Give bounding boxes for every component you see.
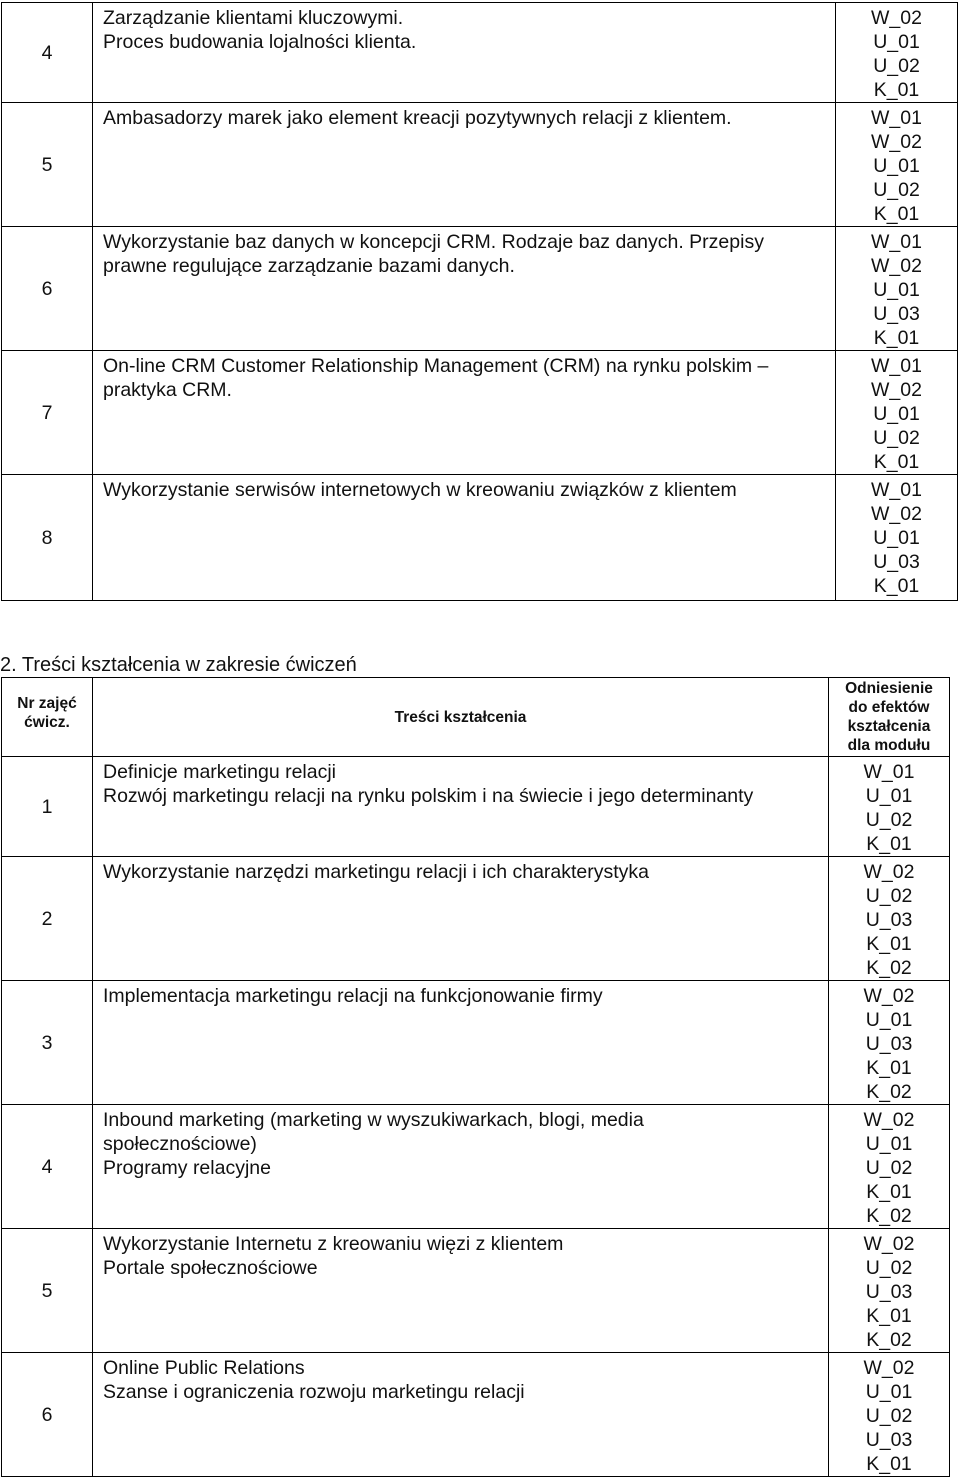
- topic-line: Wykorzystanie serwisów internetowych w kreowaniu związków z klientem: [103, 479, 737, 501]
- topic-content: [93, 475, 836, 601]
- table-row: [2, 857, 950, 981]
- header-line: Nr zajęć: [17, 695, 77, 712]
- outcome-code: W_01: [871, 231, 922, 253]
- outcome-code: U_02: [865, 1405, 913, 1427]
- topic-line: Proces budowania lojalności klienta.: [103, 31, 417, 53]
- topic-line: Programy relacyjne: [103, 1157, 271, 1179]
- outcome-code: K_01: [873, 327, 920, 349]
- outcome-code: K_01: [866, 833, 912, 855]
- topics-table-body: [2, 757, 950, 1477]
- outcome-code: K_02: [866, 1081, 912, 1103]
- outcome-code: U_01: [865, 1381, 913, 1403]
- outcome-code: U_02: [865, 885, 913, 907]
- topics-table-lectures: [1, 2, 958, 601]
- topics-table-exercises: [1, 677, 950, 1477]
- outcome-code: K_01: [873, 451, 920, 473]
- learning-outcome-codes: [829, 857, 950, 981]
- outcome-code: K_01: [873, 203, 920, 225]
- learning-outcome-codes: [829, 1229, 950, 1353]
- table-row: [2, 351, 958, 475]
- topic-line: Wykorzystanie narzędzi marketingu relacji i ich charakterystyka: [103, 861, 650, 883]
- outcome-code: U_03: [873, 303, 920, 325]
- section-heading: 2. Treści kształcenia w zakresie ćwiczeń: [0, 654, 357, 676]
- table-row: [2, 227, 958, 351]
- topic-content: [93, 103, 836, 227]
- session-number: 8: [2, 475, 93, 601]
- topic-line: Wykorzystanie baz danych w koncepcji CRM. Rodzaje baz danych. Przepisy: [103, 231, 764, 253]
- outcome-code: U_01: [873, 527, 920, 549]
- topic-line: Portale społecznościowe: [103, 1257, 318, 1279]
- table-header-row: [2, 678, 950, 757]
- outcome-code: U_01: [873, 31, 920, 53]
- outcome-code: K_01: [873, 575, 920, 597]
- topic-content: [93, 1229, 829, 1353]
- outcome-code: W_02: [863, 861, 915, 883]
- outcome-code: U_03: [865, 909, 913, 931]
- learning-outcome-codes: [829, 1105, 950, 1229]
- topic-line: Zarządzanie klientami kluczowymi.: [103, 7, 404, 29]
- session-number: 6: [2, 227, 93, 351]
- session-number: 1: [2, 757, 93, 857]
- header-line: do efektów: [848, 699, 930, 716]
- outcome-code: K_01: [873, 79, 920, 101]
- learning-outcome-codes: [836, 475, 958, 601]
- outcome-code: K_01: [866, 1305, 912, 1327]
- outcome-code: W_02: [863, 1357, 915, 1379]
- session-number: 6: [2, 1353, 93, 1477]
- topic-line: społecznościowe): [103, 1133, 257, 1155]
- outcome-code: W_02: [863, 985, 915, 1007]
- outcome-code: U_03: [865, 1281, 913, 1303]
- session-number: 5: [2, 103, 93, 227]
- outcome-code: U_01: [873, 279, 920, 301]
- outcome-code: W_02: [871, 255, 922, 277]
- session-number: 7: [2, 351, 93, 475]
- outcome-code: W_01: [863, 761, 915, 783]
- topic-line: Wykorzystanie Internetu z kreowaniu więzi z klientem: [103, 1233, 564, 1255]
- learning-outcome-codes: [836, 3, 958, 103]
- session-number: 4: [2, 1105, 93, 1229]
- topic-line: Rozwój marketingu relacji na rynku polskim i na świecie i jego determinanty: [103, 785, 754, 807]
- table-row: [2, 1105, 950, 1229]
- table-row: [2, 475, 958, 601]
- outcome-code: K_02: [866, 1329, 912, 1351]
- topic-content: [93, 3, 836, 103]
- outcome-code: U_01: [865, 1133, 913, 1155]
- table-row: [2, 981, 950, 1105]
- outcome-code: U_01: [865, 1009, 913, 1031]
- header-line: ćwicz.: [24, 714, 70, 731]
- topic-content: [93, 227, 836, 351]
- outcome-code: W_02: [863, 1233, 915, 1255]
- outcome-code: U_02: [873, 179, 920, 201]
- session-number: 2: [2, 857, 93, 981]
- outcome-code: K_01: [866, 1181, 912, 1203]
- outcome-code: U_03: [865, 1429, 913, 1451]
- header-line: kształcenia: [847, 718, 931, 735]
- outcome-code: K_02: [866, 957, 912, 979]
- topic-content: [93, 1105, 829, 1229]
- table-row: [2, 1229, 950, 1353]
- learning-outcome-codes: [829, 981, 950, 1105]
- table-row: [2, 757, 950, 857]
- topic-line: Ambasadorzy marek jako element kreacji pozytywnych relacji z klientem.: [103, 107, 732, 129]
- topic-line: prawne regulujące zarządzanie bazami danych.: [103, 255, 515, 277]
- table-row: [2, 3, 958, 103]
- session-number: 3: [2, 981, 93, 1105]
- header-content: Treści kształcenia: [93, 678, 829, 757]
- topic-line: Implementacja marketingu relacji na funkcjonowanie firmy: [103, 985, 603, 1007]
- outcome-code: W_01: [871, 355, 922, 377]
- outcome-code: W_01: [871, 107, 922, 129]
- header-learning-outcomes: [829, 678, 950, 757]
- outcome-code: U_02: [873, 55, 920, 77]
- header-session-number: [2, 678, 93, 757]
- outcome-code: U_02: [865, 1157, 913, 1179]
- outcome-code: W_02: [871, 131, 922, 153]
- topic-line: On-line CRM Customer Relationship Management (CRM) na rynku polskim –: [103, 355, 769, 377]
- outcome-code: U_03: [873, 551, 920, 573]
- outcome-code: K_01: [866, 1453, 912, 1475]
- header-line: dla modułu: [847, 737, 931, 754]
- outcome-code: U_01: [873, 403, 920, 425]
- outcome-code: U_03: [865, 1033, 913, 1055]
- session-number: 5: [2, 1229, 93, 1353]
- topic-line: Szanse i ograniczenia rozwoju marketingu relacji: [103, 1381, 525, 1403]
- outcome-code: W_01: [871, 479, 922, 501]
- topics-table-body: [2, 3, 958, 601]
- topic-content: [93, 857, 829, 981]
- topic-line: Inbound marketing (marketing w wyszukiwarkach, blogi, media: [103, 1109, 644, 1131]
- outcome-code: W_02: [871, 7, 922, 29]
- learning-outcome-codes: [836, 103, 958, 227]
- outcome-code: U_01: [873, 155, 920, 177]
- outcome-code: W_02: [871, 503, 922, 525]
- learning-outcome-codes: [836, 227, 958, 351]
- learning-outcome-codes: [829, 757, 950, 857]
- outcome-code: K_02: [866, 1205, 912, 1227]
- topic-content: [93, 757, 829, 857]
- outcome-code: K_01: [866, 1057, 912, 1079]
- outcome-code: K_01: [866, 933, 912, 955]
- outcome-code: W_02: [863, 1109, 915, 1131]
- topic-content: [93, 981, 829, 1105]
- topic-line: Definicje marketingu relacji: [103, 761, 337, 783]
- session-number: 4: [2, 3, 93, 103]
- header-line: Odniesienie: [845, 680, 933, 697]
- outcome-code: U_01: [865, 785, 913, 807]
- topic-content: [93, 351, 836, 475]
- outcome-code: U_02: [865, 1257, 913, 1279]
- table-row: [2, 103, 958, 227]
- outcome-code: U_02: [865, 809, 913, 831]
- learning-outcome-codes: [836, 351, 958, 475]
- topic-line: praktyka CRM.: [103, 379, 232, 401]
- outcome-code: U_02: [873, 427, 920, 449]
- topic-line: Online Public Relations: [103, 1357, 305, 1379]
- outcome-code: W_02: [871, 379, 922, 401]
